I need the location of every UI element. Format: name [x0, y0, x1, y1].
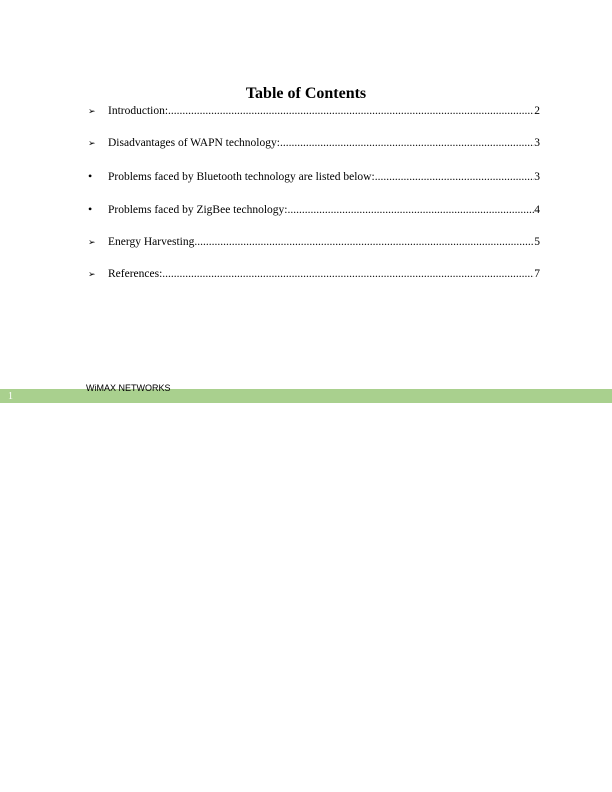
toc-entry-introduction[interactable]: [86, 103, 540, 119]
toc-entry-label: Introduction:: [108, 105, 169, 117]
arrow-bullet-icon: ➢: [88, 138, 96, 148]
toc-page-number: 4: [534, 204, 540, 216]
toc-entry-bluetooth-problems[interactable]: [86, 168, 540, 184]
dot-leader: [375, 169, 535, 185]
arrow-bullet-icon: ➢: [88, 106, 96, 116]
toc-page-number: 5: [534, 236, 540, 248]
toc-entry-references[interactable]: [86, 266, 540, 282]
toc-page-number: 3: [534, 171, 540, 183]
running-header-label: WiMAX NETWORKS: [86, 383, 171, 393]
dot-leader: [168, 103, 534, 119]
dot-leader: [194, 234, 534, 250]
toc-entry-energy-harvesting[interactable]: [86, 234, 540, 250]
toc-entry-label: Problems faced by ZigBee technology:: [108, 204, 288, 216]
toc-entry-disadvantages[interactable]: [86, 135, 540, 151]
dot-bullet-icon: •: [88, 169, 93, 183]
toc-entry-label: References:: [108, 268, 163, 280]
dot-bullet-icon: •: [88, 202, 93, 216]
toc-page-number: 2: [534, 105, 540, 117]
toc-page-number: 3: [534, 137, 540, 149]
toc-title: Table of Contents: [245, 85, 367, 102]
toc-entry-label: Energy Harvesting: [108, 236, 195, 248]
toc-entry-zigbee-problems[interactable]: [86, 201, 540, 217]
toc-page-number: 7: [534, 268, 540, 280]
arrow-bullet-icon: ➢: [88, 269, 96, 279]
page-number: 1: [8, 391, 13, 402]
dot-leader: [287, 202, 534, 218]
toc-entry-label: Problems faced by Bluetooth technology are listed below:: [108, 171, 375, 183]
dot-leader: [162, 266, 534, 282]
toc-entry-label: Disadvantages of WAPN technology:: [108, 137, 280, 149]
dot-leader: [280, 135, 534, 151]
arrow-bullet-icon: ➢: [88, 237, 96, 247]
